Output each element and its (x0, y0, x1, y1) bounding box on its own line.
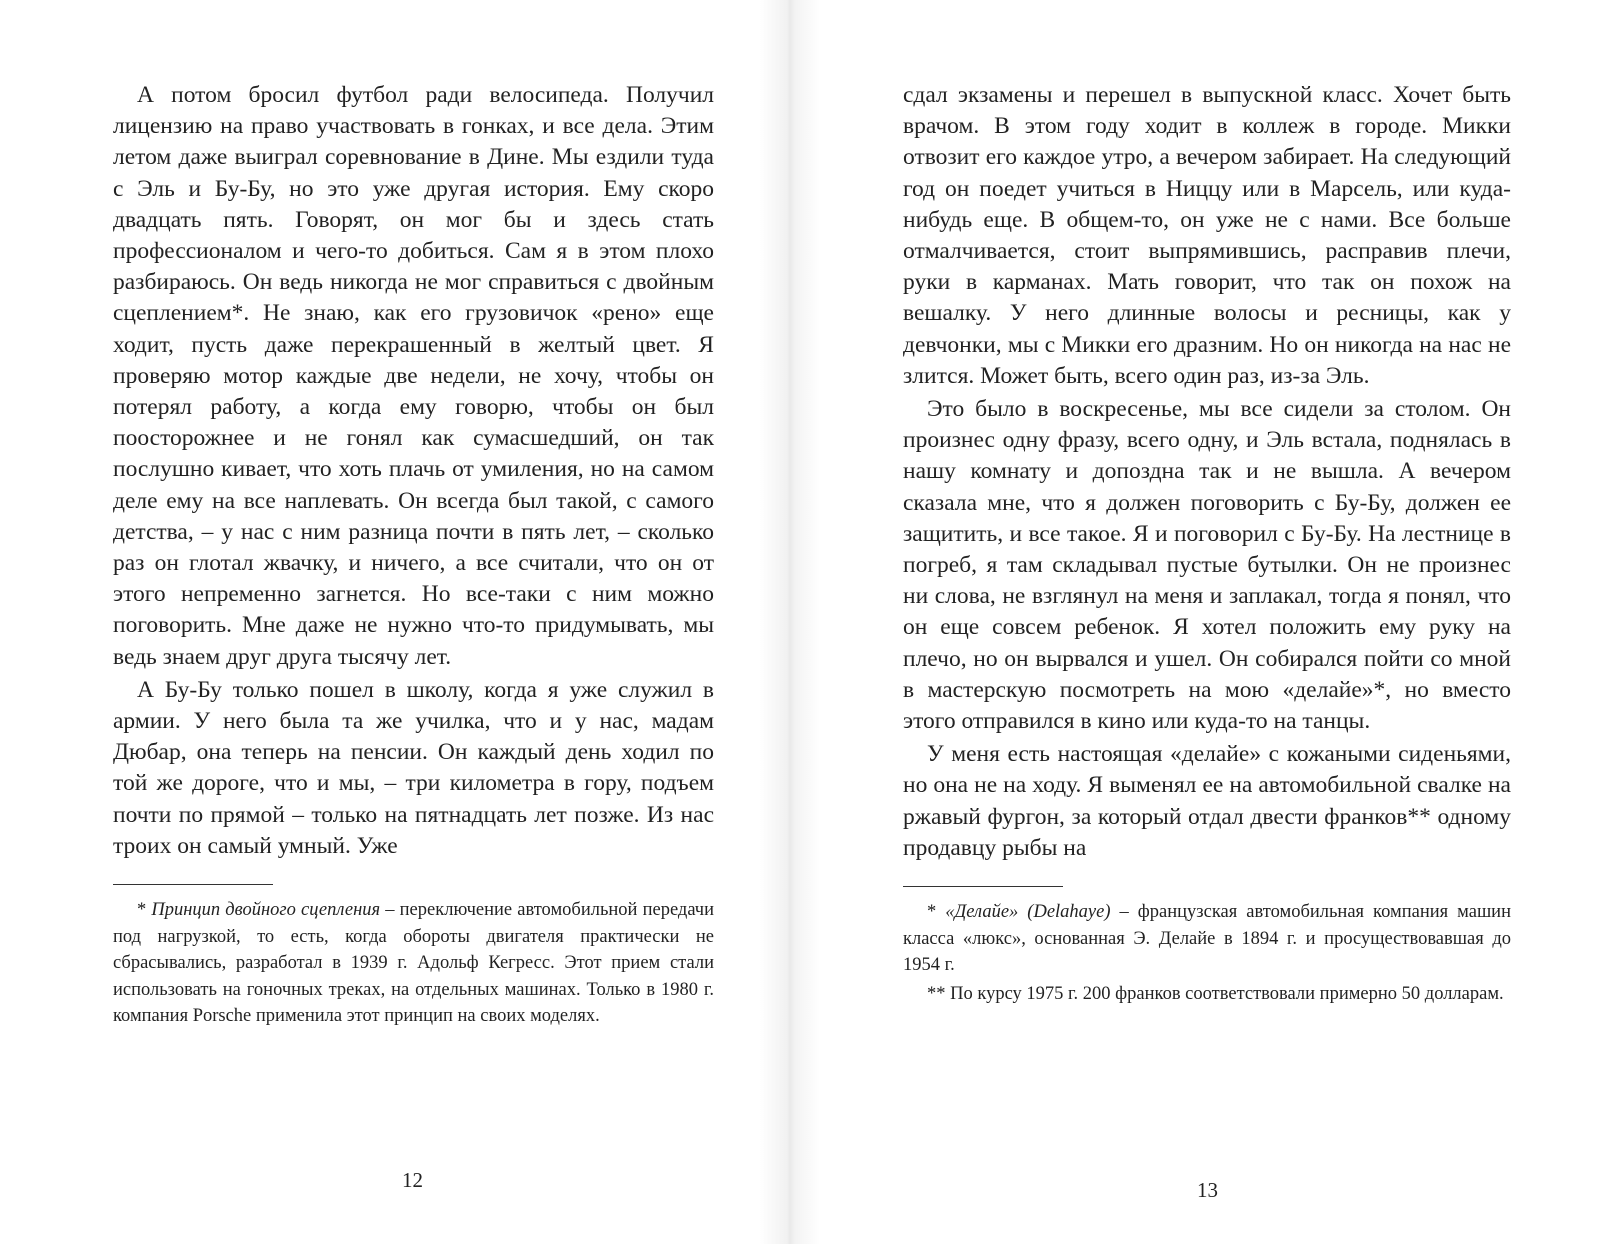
right-footnote-1 (903, 899, 1511, 979)
page-number-left: 12 (402, 1168, 423, 1192)
left-paragraph-2: А Бу-Бу только пошел в школу, когда я уже служил в армии. У него была та же училка, что и у нас, мадам Дюбар, она теперь на пенсии. Он каждый день ходил по той же дороге, что и мы, – три километра в гору, подъем почти по прямой – только на пятнадцать лет позже. Из нас троих он самый умный. Уже (113, 676, 714, 859)
left-footnote-rule (113, 884, 273, 885)
left-paragraph-1: А потом бросил футбол ради велосипеда. Получил лицензию на право участвовать в гонках, и все дела. Этим летом даже выиграл соревнование в Дине. Мы ездили туда с Эль и Бу-Бу, но это уже другая история. Ему скоро двадцать пять. Говорят, он мог бы и здесь стать профессионалом и чего-то добиться. Сам я в этом плохо разбираюсь. Он ведь никогда не мог справиться с двойным сцеплением*. Не знаю, как его грузовичок «рено» еще ходит, пусть даже перекрашенный в желтый цвет. Я проверяю мотор каждые две недели, не хочу, чтобы он потерял работу, а когда ему говорю, чтобы он был поосторожнее и не гонял как сумасшедший, он так послушно кивает, что хоть плачь от умиления, но на самом деле ему на все наплевать. Он всегда был такой, с самого детства, – у нас с ним разница почти в пять лет, – сколько раз он глотал жвачку, и ничего, а все считали, что он от этого непременно загнется. Но все-таки с ним можно поговорить. Мне даже не нужно что-то придумывать, мы ведь знаем друг друга тысячу лет. (113, 82, 714, 670)
right-paragraph-1: сдал экзамены и перешел в выпускной класс. Хочет быть врачом. В этом году ходит в коллеж в городе. Микки отвозит его каждое утро, а вечером забирает. На следующий год он поедет учиться в Ниццу или в Марсель, или куда-нибудь еще. В общем-то, он уже не с нами. Все больше отмалчивается, стоит выпрямившись, расправив плечи, руки в карманах. Мать говорит, что так он похож на вешалку. У него длинные волосы и ресницы, как у девчонки, мы с Микки его дразним. Но он никогда на нас не злится. Может быть, всего один раз, из-за Эль. (903, 82, 1511, 389)
page-number-right: 13 (1197, 1178, 1218, 1202)
left-page (113, 80, 714, 1030)
right-paragraph-3: У меня есть настоящая «делайе» с кожаными сиденьями, но она не на ходу. Я выменял ее на автомобильной свалке на ржавый фургон, за который отдал двести франков** одному продавцу рыбы на (903, 741, 1511, 861)
book-gutter (760, 0, 820, 1244)
left-footnote-1-text: – переключение автомобильной передачи под нагрузкой, то есть, когда обороты двигателя практически не сбрасывались, разработал в 1939 г. Адольф Кегресс. Этот прием стали использовать на гоночных треках, на отдельных машинах. Только в 1980 г. компания Porsche применила этот принцип на своих моделях. (113, 900, 714, 1027)
right-footnote-2-text: По курсу 1975 г. 200 франков соответствовали примерно 50 долларам. (950, 983, 1504, 1004)
right-footnote-1-text: – французская автомобильная компания машин класса «люкс», основанная Э. Делайе в 1894 г. и просуществовавшая до 1954 г. (903, 902, 1511, 976)
right-footnote-rule (903, 886, 1063, 887)
right-footnote-1-marker: * (927, 902, 946, 923)
left-page-body (113, 80, 714, 862)
left-footnotes (113, 897, 714, 1030)
right-footnotes (903, 899, 1511, 1007)
right-footnote-2 (903, 981, 1511, 1008)
left-footnote-1: * Принцип двойного сцепления – переключение автомобильной передачи под нагрузкой, то есть, когда обороты двигателя практически не сбрасывались, разработал в 1939 г. Адольф Кегресс. Этот прием стали использовать на гоночных треках, на отдельных машинах. Только в 1980 г. компания Porsche применила этот принцип на своих моделях. (113, 900, 714, 1027)
left-footnote-1-term: Принцип двойного сцепления (151, 900, 381, 921)
right-paragraph-2: Это было в воскресенье, мы все сидели за столом. Он произнес одну фразу, всего одну, и Эль встала, поднялась в нашу комнату и допоздна так и не вышла. А вечером сказала мне, что я должен поговорить с Бу-Бу, должен ее защитить, и все такое. Я и поговорил с Бу-Бу. На лестнице в погреб, я там складывал пустые бутылки. Он не произнес ни слова, не взглянул на меня и заплакал, тогда я понял, что он еще совсем ребенок. Я хотел положить ему руку на плечо, но он вырвался и ушел. Он собирался пойти со мной в мастерскую посмотреть на мою «делайе»*, но вместо этого отправился в кино или куда-то на танцы. (903, 396, 1511, 735)
right-footnote-2-marker: ** (927, 983, 951, 1004)
right-page (903, 80, 1511, 1007)
right-page-body (903, 80, 1511, 864)
right-footnote-1-term: «Делайе» (Delahaye) (945, 902, 1111, 923)
